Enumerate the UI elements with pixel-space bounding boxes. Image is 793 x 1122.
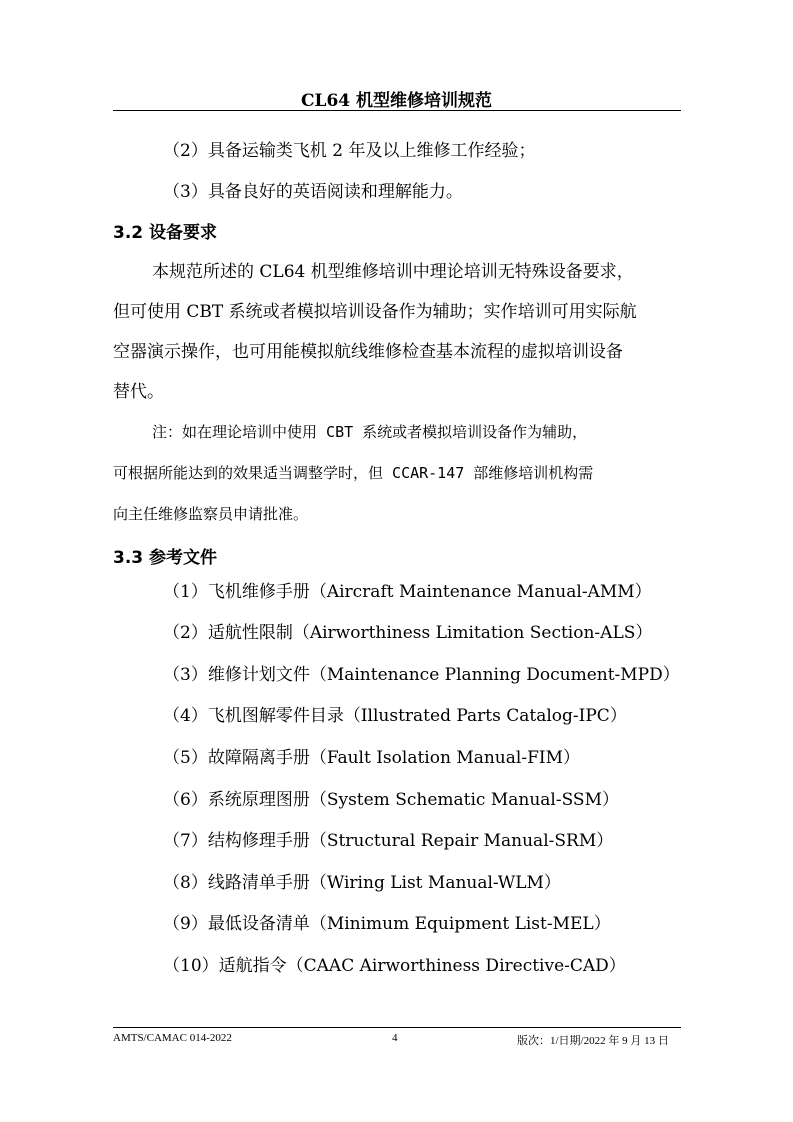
footer-version: 版次：1/日期/2022 年 9 月 13 日: [517, 1035, 669, 1047]
note-line: 注：如在理论培训中使用 CBT 系统或者模拟培训设备作为辅助，: [152, 423, 588, 441]
section-heading-3-2: 3.2 设备要求: [113, 223, 218, 243]
reference-item: （4）飞机图解零件目录（Illustrated Parts Catalog-IPC）: [163, 706, 627, 726]
paragraph-line: 本规范所述的 CL64 机型维修培训中理论培训无特殊设备要求，: [152, 262, 634, 282]
note-line: 向主任维修监察员申请批准。: [113, 505, 309, 523]
reference-item: （9）最低设备清单（Minimum Equipment List-MEL）: [163, 914, 611, 934]
reference-item: （7）结构修理手册（Structural Repair Manual-SRM）: [163, 831, 614, 851]
header-divider: [113, 110, 681, 111]
reference-item: （2）适航性限制（Airworthiness Limitation Section-ALS）: [163, 623, 653, 643]
note-line: 可根据所能达到的效果适当调整学时，但 CCAR-147 部维修培训机构需: [113, 464, 594, 482]
reference-item: （5）故障隔离手册（Fault Isolation Manual-FIM）: [163, 748, 580, 768]
paragraph-line: 空器演示操作，也可用能模拟航线维修检查基本流程的虚拟培训设备: [113, 342, 623, 362]
reference-item: （10）适航指令（CAAC Airworthiness Directive-CAD）: [163, 956, 626, 976]
footer-divider: [113, 1027, 681, 1028]
reference-item: （6）系统原理图册（System Schematic Manual-SSM）: [163, 790, 619, 810]
footer-doc-id: AMTS/CAMAC 014-2022: [113, 1032, 232, 1044]
page-header-title: CL64 机型维修培训规范: [300, 91, 493, 111]
paragraph-line: 替代。: [113, 382, 164, 402]
footer-page-number: 4: [392, 1032, 398, 1044]
requirement-item-2: （2）具备运输类飞机 2 年及以上维修工作经验；: [163, 141, 536, 161]
reference-item: （8）线路清单手册（Wiring List Manual-WLM）: [163, 873, 561, 893]
requirement-item-3: （3）具备良好的英语阅读和理解能力。: [163, 182, 463, 202]
section-heading-3-3: 3.3 参考文件: [113, 548, 218, 568]
reference-item: （1）飞机维修手册（Aircraft Maintenance Manual-AMM）: [163, 582, 652, 602]
paragraph-line: 但可使用 CBT 系统或者模拟培训设备作为辅助；实作培训可用实际航: [113, 302, 637, 322]
reference-item: （3）维修计划文件（Maintenance Planning Document-MPD）: [163, 665, 680, 685]
